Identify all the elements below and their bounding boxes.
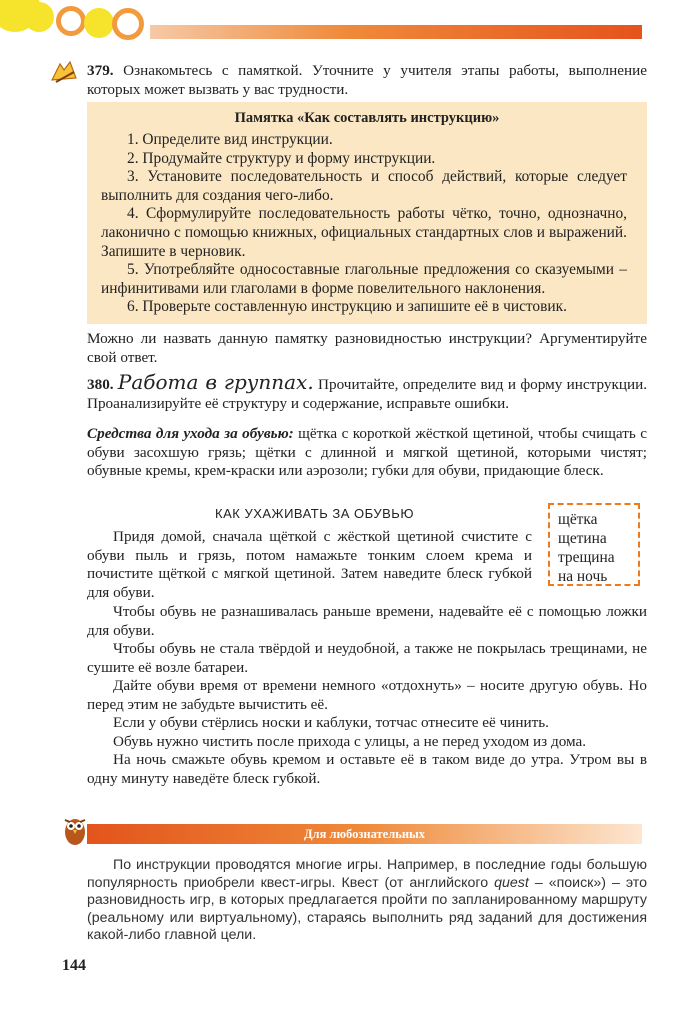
means-paragraph [87, 425, 647, 481]
means-text [87, 425, 647, 481]
curious-paragraph [87, 857, 647, 945]
curious-text-part: – «поиск») – это разновидность игр, в которых предлагается пройти по запланированному маршруту (реальному или виртуальному), стараясь выполнить ряд заданий для достижения какой-либо главной цели. [87, 874, 647, 944]
shoe-heading-wrap [87, 506, 542, 521]
vocabulary-box [548, 503, 640, 586]
task-text: Ознакомьтесь с памяткой. Уточните у учителя этапы работы, выполнение которых может вызвать у вас трудности. [87, 62, 647, 98]
owl-icon [62, 812, 88, 848]
vocab-word: щётка [558, 511, 598, 528]
page-number: 144 [62, 957, 86, 974]
vocab-word: щетина [558, 530, 607, 547]
shoe-paragraph: Придя домой, сначала щёткой с жёсткой щетиной счистите с обуви пыль и грязь, потом намажьте тонким слоем крема и почистите щёткой с мягкой щетиной. Затем наведите блеск губкой для обуви. [87, 528, 532, 601]
decor-circle [56, 6, 86, 36]
header-stripe [150, 25, 642, 39]
shoe-first-paragraph [87, 528, 532, 602]
task-380-text [87, 370, 648, 413]
shoe-paragraphs [87, 603, 647, 788]
memo-item: 2. Продумайте структуру и форму инструкции. [127, 149, 436, 167]
shoe-paragraph: Обувь нужно чистить после прихода с улицы, а не перед уходом из дома. [113, 732, 587, 750]
curious-text [87, 857, 647, 945]
task-379 [87, 62, 647, 99]
memo-item: 6. Проверьте составленную инструкцию и запишите её в чистовик. [127, 298, 567, 316]
curious-title: Для любознательных [87, 824, 642, 844]
decor-circle [112, 8, 144, 40]
task-text: Прочитайте, определите вид и форму инструкции. Проанализируйте её структуру и содержание, исправьте ошибки. [87, 376, 648, 412]
top-decoration [0, 0, 700, 45]
decor-circle [84, 8, 114, 38]
memo-box [87, 102, 647, 324]
shoe-paragraph: Дайте обуви время от времени немного «отдохнуть» – носите другую обувь. Но перед этим не забудьте вычистить её. [87, 677, 647, 713]
means-body: щётка с короткой жёсткой щетиной, чтобы счищать с обуви засохшую грязь; щётки с длинной и мягкой щетиной, которыми чистят; обувные кремы, крем-краски или аэрозоли; губки для обуви, придающие блеск. [87, 425, 648, 479]
memo-item: 4. Сформулируйте последовательность работы чётко, точно, однозначно, лаконично с помощью книжных, официальных стандартных слов и выражений. Запишите в черновик. [101, 205, 627, 260]
vocab-word: на ночь [558, 568, 608, 585]
shoe-paragraph: Чтобы обувь не разнашивалась раньше времени, надевайте её с помощью ложки для обуви. [87, 603, 647, 639]
memo-title: Памятка «Как составлять инструкцию» [234, 110, 500, 126]
memo-item: 3. Установите последовательность и способ действий, которые следует выполнить для создания чего-либо. [101, 168, 627, 204]
task-number: 380. [87, 376, 114, 393]
group-work-label: Работа в группах. [117, 370, 314, 394]
shoe-heading: КАК УХАЖИВАТЬ ЗА ОБУВЬЮ [215, 506, 414, 521]
task-number: 379. [87, 62, 114, 79]
means-lead: Средства для ухода за обувью: [87, 425, 294, 442]
shoe-paragraph: Чтобы обувь не стала твёрдой и неудобной, а также не покрылась трещинами, не сушите её возле батареи. [87, 640, 647, 676]
memo-item: 5. Употребляйте односоставные глагольные предложения со сказуемыми – инфинитивами или глаголами в форме повелительного наклонения. [101, 261, 627, 297]
task-379-text [87, 62, 647, 99]
memo-item: 1. Определите вид инструкции. [127, 131, 333, 148]
curious-italic-word: quest [494, 874, 529, 891]
curious-text-part: По инструкции проводятся многие игры. Например, в последние годы большую популярность приобрели квест-игры. Квест (от английского [87, 857, 647, 891]
memo-question [87, 330, 647, 367]
vocab-word: трещина [558, 549, 615, 566]
shoe-paragraph: Если у обуви стёрлись носки и каблуки, тотчас отнесите её чинить. [113, 714, 549, 731]
decor-circle [24, 2, 54, 32]
shoe-paragraph: На ночь смажьте обувь кремом и оставьте её в таком виде до утра. Утром вы в одну минуту наведёте блеск губкой. [87, 751, 647, 787]
task-380 [87, 370, 648, 413]
question-text: Можно ли назвать данную памятку разновидностью инструкции? Аргументируйте свой ответ. [87, 330, 647, 366]
writing-icon [50, 60, 80, 84]
